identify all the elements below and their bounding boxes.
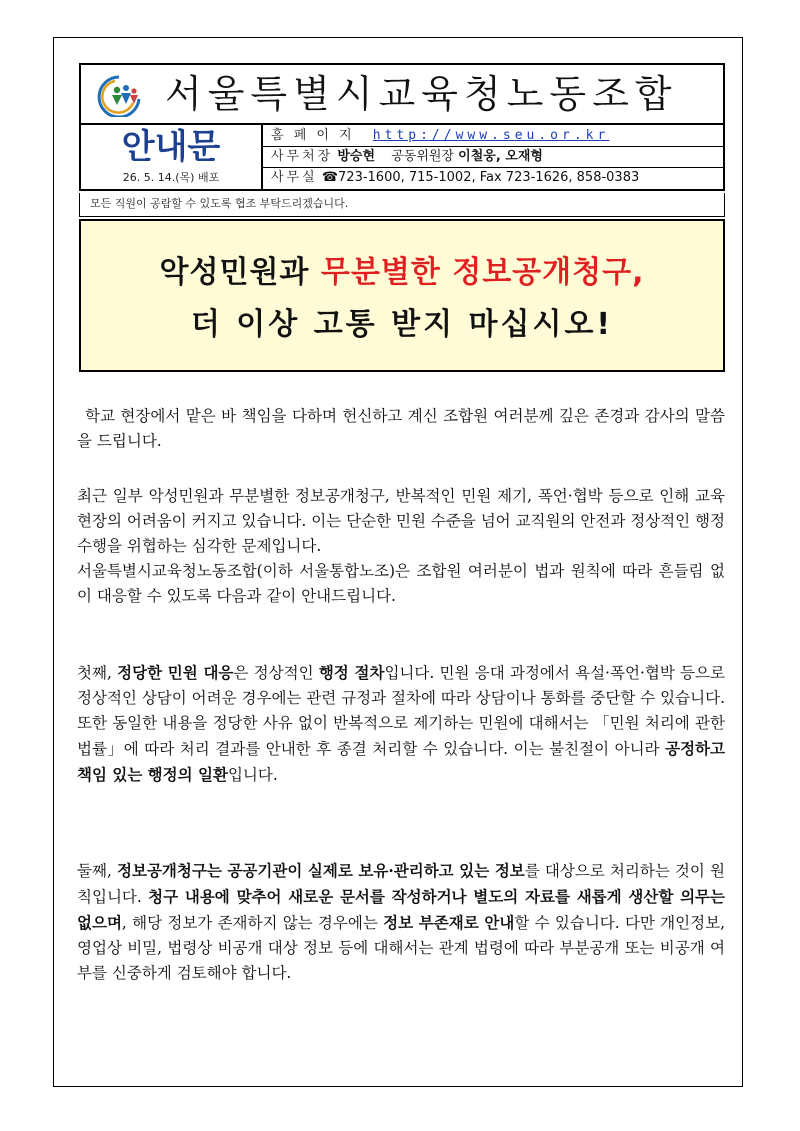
contact-info [263, 125, 723, 189]
notice-title: 안내문 [121, 127, 221, 167]
headline-black-part: 악성민원과 [159, 255, 321, 290]
paragraph-background [77, 484, 725, 609]
bold-segment: 정보공개청구는 공공기관이 실제로 보유·관리하고 있는 정보 [117, 861, 525, 880]
union-name: 서울특별시교육청노동조합 [165, 72, 678, 116]
paragraph-background-2: 서울특별시교육청노동조합(이하 서울통합노조)은 조합원 여러분이 법과 원칙에 따라 흔들림 없이 대응할 수 있도록 다음과 같이 안내드립니다. [77, 562, 725, 605]
paragraph-greeting: 학교 현장에서 맡은 바 책임을 다하며 헌신하고 계신 조합원 여러분께 깊은 존경과 감사의 말씀을 드립니다. [77, 407, 725, 450]
headline-line-2: 더 이상 고통 받지 마십시오! [190, 307, 614, 342]
co-chair-names: 이철웅, 오재형 [458, 149, 543, 164]
secretary-label: 사무처장 [271, 149, 334, 164]
officers-row [263, 146, 723, 168]
bold-segment: 정보 부존재로 안내 [383, 913, 515, 932]
text-segment: 입니다. [227, 766, 278, 784]
notice-box [81, 125, 263, 189]
office-phone-fax: ☎723-1600, 715-1002, Fax 723-1626, 858-0383 [321, 170, 640, 185]
letterhead-title-row [81, 65, 723, 125]
bold-segment: 청구 내용에 맞추어 새로운 문서를 작성하거나 별도의 자료를 새롭게 생산할 의무는 없으며 [77, 887, 726, 932]
text-segment: 를 대상으로 처리하는 것이 원칙입니다. [77, 862, 725, 906]
bold-segment: 정당한 민원 대응 [117, 663, 234, 682]
text-segment: 둘째, [77, 862, 118, 880]
headline-red-part: 무분별한 정보공개청구, [320, 255, 645, 290]
headline-line-1 [81, 253, 723, 293]
paragraph-second-point [77, 858, 725, 986]
homepage-row [263, 125, 723, 147]
headline-box [79, 219, 725, 372]
union-logo-icon [93, 73, 145, 117]
text-segment: , 해당 정보가 존재하지 않는 경우에는 [121, 914, 384, 932]
notice-date: 26. 5. 14.(목) 배포 [122, 171, 220, 184]
paragraph-background-1: 최근 일부 악성민원과 무분별한 정보공개청구, 반복적인 민원 제기, 폭언·협박 등으로 인해 교육 현장의 어려움이 커지고 있습니다. 이는 단순한 민원 수준을 넘어 교직원의 안전과 정상적인 행정 수행을 위협하는 심각한 문제입니다. [77, 487, 726, 555]
letterhead [79, 63, 725, 191]
office-row [263, 167, 723, 188]
text-segment: 입니다. 민원 응대 과정에서 욕설·폭언·협박 등으로 정상적인 상담이 어려운 경우에는 관련 규정과 절차에 따라 상담이나 통화를 중단할 수 있습니다. 또한 동일한 내용을 정당한 사유 없이 반복적으로 제기하는 민원에 대해서는 「민원 처리에 관한 법률」에 따라 처리 결과를 안내한 후 종결 처리할 수 있습니다. 이는 불친절이 아니라 [77, 664, 726, 758]
bold-segment: 공정하고 책임 있는 행정의 일환 [77, 739, 725, 784]
homepage-link[interactable]: http://www.seu.or.kr [372, 128, 610, 143]
office-label: 사무실 [271, 170, 318, 185]
text-segment: 할 수 있습니다. 다만 개인정보, 영업상 비밀, 법령상 비공개 대상 정보 등에 대해서는 관계 법령에 따라 부분공개 또는 비공개 여부를 신중하게 검토해야 합니다. [77, 914, 725, 982]
co-chair-label: 공동위원장 [391, 149, 454, 164]
homepage-label: 홈 페 이 지 [271, 128, 355, 143]
paragraph-first-point [77, 660, 725, 788]
bold-segment: 행정 절차 [318, 663, 385, 682]
text-segment: 첫째, [77, 664, 118, 682]
secretary-name: 방승현 [337, 149, 376, 164]
text-segment: 은 정상적인 [233, 664, 319, 682]
cooperation-note: 모든 직원이 공람할 수 있도록 협조 부탁드리겠습니다. [79, 193, 725, 217]
